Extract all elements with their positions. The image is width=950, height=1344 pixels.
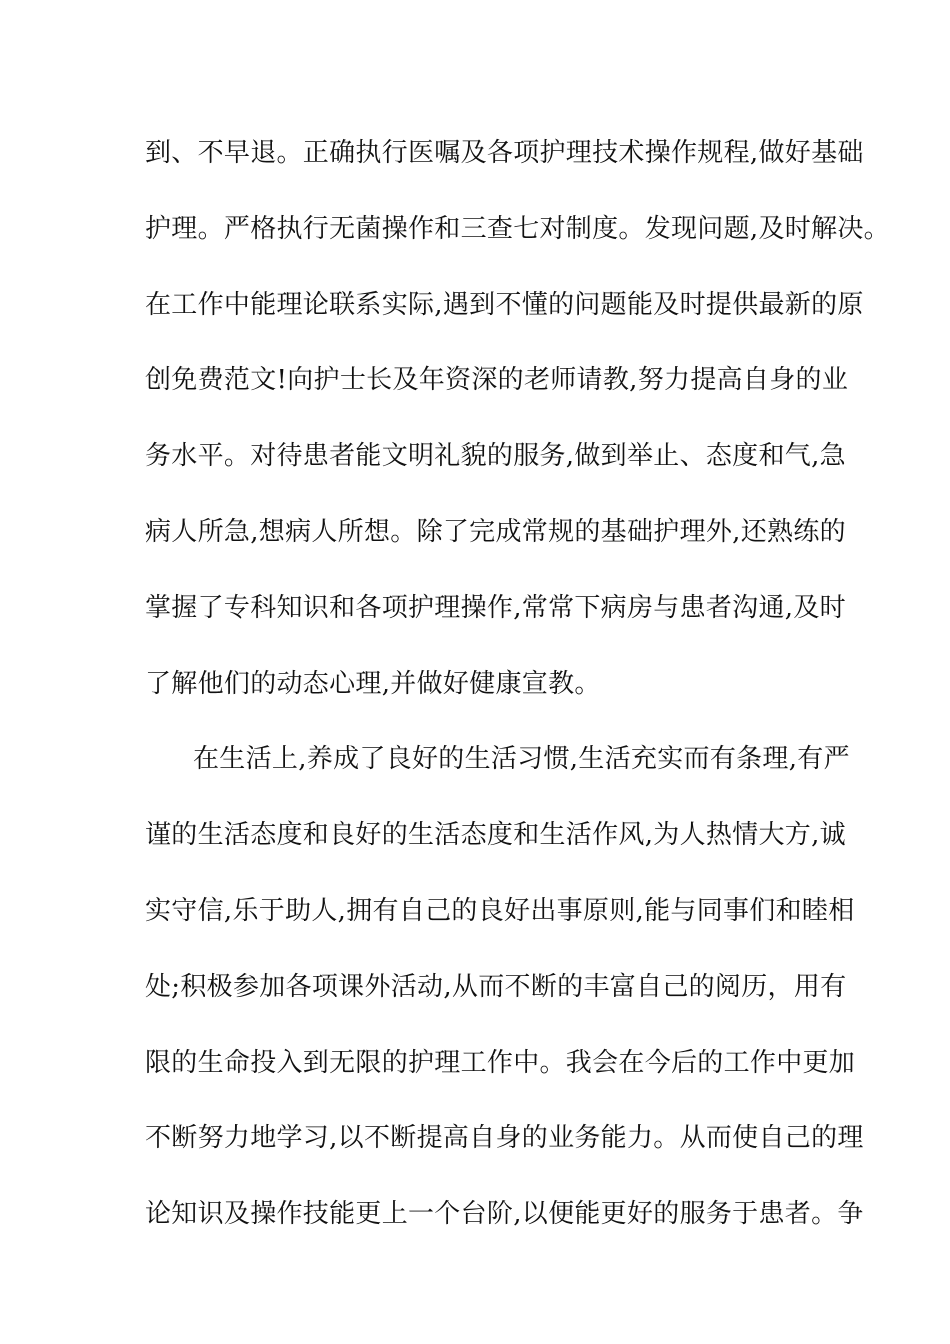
text-line: 病人所急,想病人所想。除了完成常规的基础护理外,还熟练的 <box>145 516 846 547</box>
text-line: 处;积极参加各项课外活动,从而不断的丰富自己的阅历，用有 <box>145 971 847 1002</box>
text-line: 不断努力地学习,以不断提高自身的业务能力。从而使自己的理 <box>145 1123 864 1154</box>
text-line: 限的生命投入到无限的护理工作中。我会在今后的工作中更加 <box>145 1047 856 1078</box>
document-body <box>145 122 890 1259</box>
text-line: 创免费范文!向护士长及年资深的老师请教,努力提高自身的业 <box>145 365 849 396</box>
text-line: 论知识及操作技能更上一个台阶,以便能更好的服务于患者。争 <box>145 1199 864 1230</box>
text-line: 在工作中能理论联系实际,遇到不懂的问题能及时提供最新的原 <box>145 289 864 320</box>
text-line: 实守信,乐于助人,拥有自己的良好出事原则,能与同事们和睦相 <box>145 895 855 926</box>
text-line: 谨的生活态度和良好的生活态度和生活作风,为人热情大方,诚 <box>145 820 846 851</box>
text-line: 护理。严格执行无菌操作和三查七对制度。发现问题,及时解决。 <box>145 213 890 244</box>
text-line: 掌握了专科知识和各项护理操作,常常下病房与患者沟通,及时 <box>145 592 846 623</box>
text-line: 了解他们的动态心理,并做好健康宣教。 <box>145 668 601 699</box>
text-line: 务水平。对待患者能文明礼貌的服务,做到举止、态度和气,急 <box>145 441 846 472</box>
text-line: 到、不早退。正确执行医嘱及各项护理技术操作规程,做好基础 <box>145 138 864 168</box>
paragraph-first-line: 在生活上,养成了良好的生活习惯,生活充实而有条理,有严 <box>193 744 850 775</box>
